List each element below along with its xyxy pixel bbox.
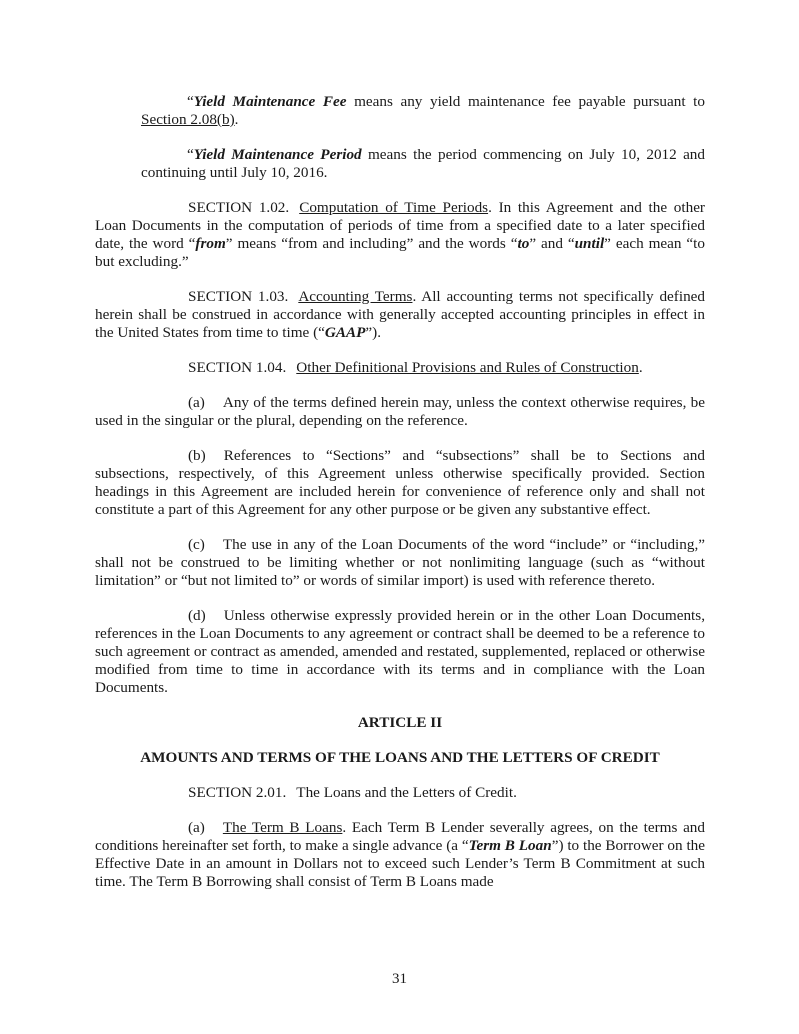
section-1-02: SECTION 1.02. Computation of Time Periods. In this Agreement and the other Loan Documents in the computation of periods of time from a specified date to a later specified date, the word “from” means “from and including” and the words “to” and “until” each mean “to but excluding.” (95, 199, 705, 270)
document-page (95, 93, 705, 908)
clause-label: (c) (188, 536, 205, 553)
clause-label: (a) (188, 394, 205, 411)
section-number: SECTION 1.02. (188, 199, 290, 216)
section-title: The Loans and the Letters of Credit. (296, 784, 517, 801)
page-number: 31 (392, 971, 407, 987)
section-title: Other Definitional Provisions and Rules of Construction (296, 359, 639, 376)
defined-term: Yield Maintenance Period (193, 146, 362, 163)
clause-label: (a) (188, 819, 205, 836)
definition-yield-maintenance-fee: “Yield Maintenance Fee means any yield maintenance fee payable pursuant to Section 2.08(b). (141, 93, 705, 128)
clause-label: (b) (188, 447, 206, 464)
section-title: Accounting Terms (298, 288, 413, 305)
clause-label: (d) (188, 607, 206, 624)
article-subheading: AMOUNTS AND TERMS OF THE LOANS AND THE LETTERS OF CREDIT (140, 749, 660, 766)
section-reference-link[interactable]: Section 2.08(b) (141, 111, 235, 128)
section-2-01-heading (95, 784, 705, 802)
article-heading: ARTICLE II (357, 714, 443, 731)
clause-a: (a) Any of the terms defined herein may, unless the context otherwise requires, be used in the singular or the plural, depending on the reference. (95, 394, 705, 429)
section-1-03: SECTION 1.03. Accounting Terms. All accounting terms not specifically defined herein shall be construed in accordance with generally accepted accounting principles in effect in the United States from time to time (“GAAP”). (95, 288, 705, 341)
clause-b: (b) References to “Sections” and “subsections” shall be to Sections and subsections, respectively, of this Agreement unless otherwise specifically provided. Section headings in this Agreement are included herein for convenience of reference only and shall not constitute a part of this Agreement for any other purpose or be given any substantive effect. (95, 447, 705, 518)
clause-2-01-a: (a) The Term B Loans. Each Term B Lender severally agrees, on the terms and conditions hereinafter set forth, to make a single advance (a “Term B Loan”) to the Borrower on the Effective Date in an amount in Dollars not to exceed such Lender’s Term B Commitment at such time. The Term B Borrowing shall consist of Term B Loans made (95, 819, 706, 890)
clause-title: The Term B Loans (222, 819, 343, 836)
definition-yield-maintenance-period: “Yield Maintenance Period means the period commencing on July 10, 2012 and continuing until July 10, 2016. (141, 146, 705, 181)
clause-c: (c) The use in any of the Loan Documents of the word “include” or “including,” shall not be construed to be limiting whether or not nonlimiting language (such as “without limitation” or “but not limited to” or words of similar import) is used with reference thereto. (95, 536, 705, 589)
section-number: SECTION 2.01. (188, 784, 287, 801)
section-number: SECTION 1.04. (188, 359, 287, 376)
clause-d: (d) Unless otherwise expressly provided herein or in the other Loan Documents, references in the Loan Documents to any agreement or contract shall be deemed to be a reference to such agreement or contract as amended, amended and restated, supplemented, replaced or otherwise modified from time to time in accordance with its terms and in compliance with the Loan Documents. (95, 607, 705, 696)
section-title: Computation of Time Periods (299, 199, 489, 216)
defined-term: Yield Maintenance Fee (193, 93, 347, 110)
section-1-04-heading: SECTION 1.04. Other Definitional Provisions and Rules of Construction. (188, 359, 643, 376)
section-number: SECTION 1.03. (188, 288, 289, 305)
